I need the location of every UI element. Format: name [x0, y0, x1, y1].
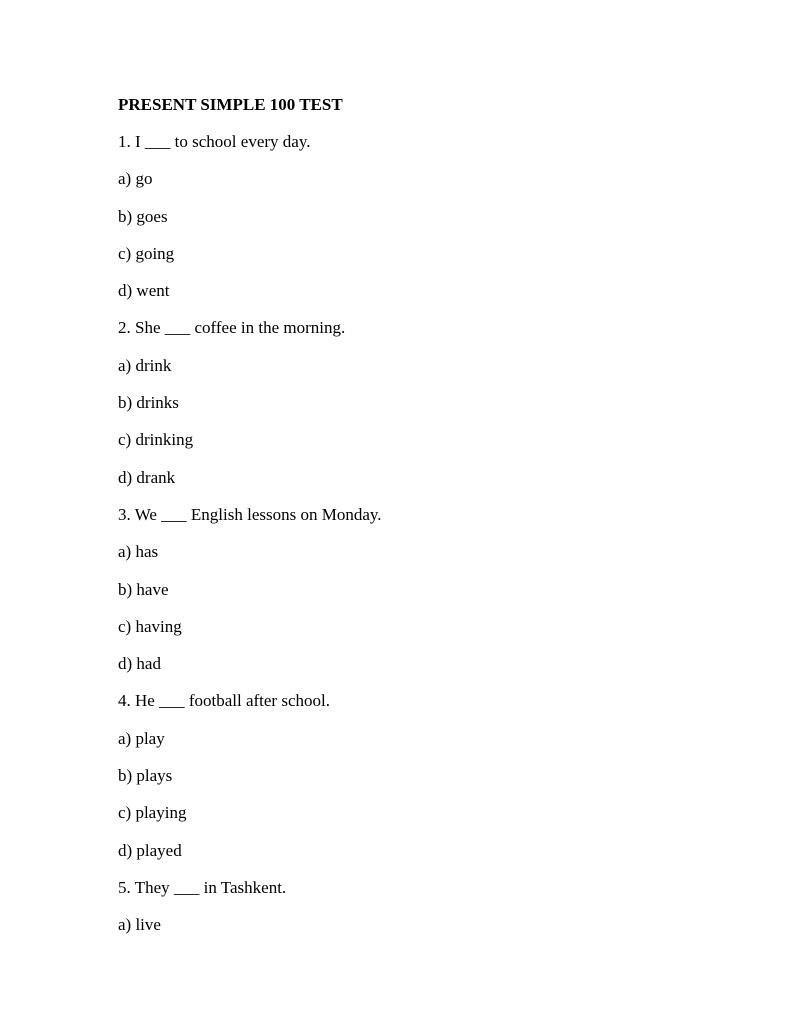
question-3-option-b: b) have	[118, 579, 169, 599]
question-3-option-c: c) having	[118, 616, 182, 636]
question-3: 3. We ___ English lessons on Monday.	[118, 504, 382, 524]
question-5: 5. They ___ in Tashkent.	[118, 877, 287, 897]
question-2-option-a: a) drink	[118, 355, 172, 375]
question-1-option-c: c) going	[118, 243, 175, 263]
question-4-option-b: b) plays	[118, 766, 173, 786]
question-4-option-d: d) played	[118, 840, 182, 860]
question-4-option-a: a) play	[118, 728, 165, 748]
question-1-option-d: d) went	[118, 281, 170, 301]
document-title: PRESENT SIMPLE 100 TEST	[118, 95, 343, 114]
question-2-option-d: d) drank	[118, 467, 176, 487]
question-2-option-c: c) drinking	[118, 430, 194, 450]
question-3-option-d: d) had	[118, 654, 161, 674]
question-3-option-a: a) has	[118, 542, 159, 562]
question-1-option-b: b) goes	[118, 206, 168, 226]
question-4: 4. He ___ football after school.	[118, 691, 330, 711]
question-1-option-a: a) go	[118, 169, 153, 189]
document-content	[118, 95, 718, 953]
question-4-option-c: c) playing	[118, 803, 187, 823]
question-5-option-a: a) live	[118, 915, 161, 935]
question-1: 1. I ___ to school every day.	[118, 132, 311, 151]
question-2: 2. She ___ coffee in the morning.	[118, 318, 346, 338]
question-2-option-b: b) drinks	[118, 393, 179, 413]
